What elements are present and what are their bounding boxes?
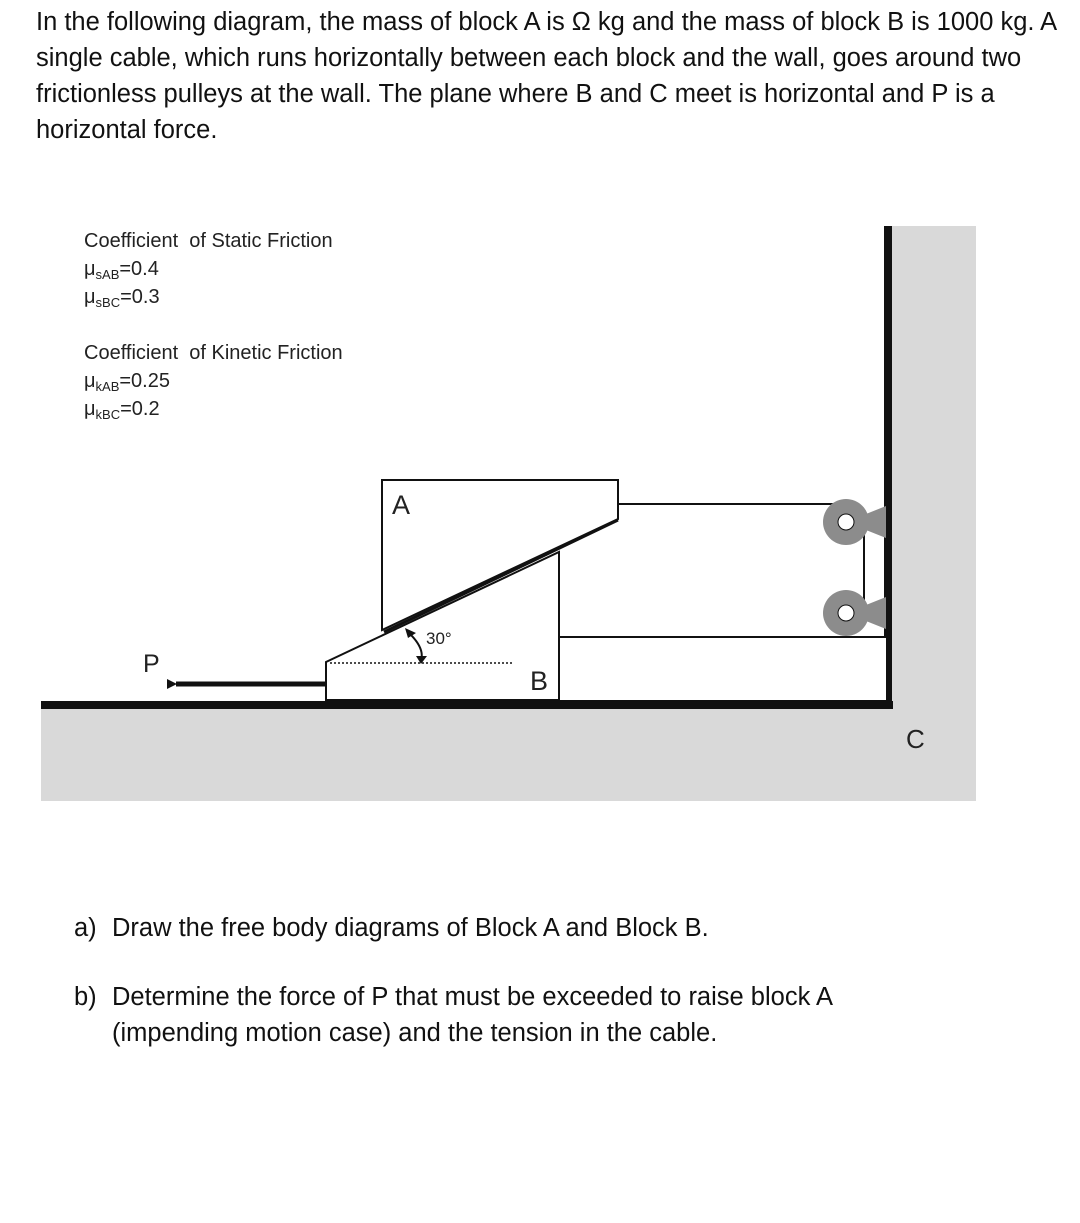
block-b-extension — [559, 637, 887, 701]
pulley-upper-axle — [838, 514, 854, 530]
pulley-lower — [823, 590, 886, 636]
pulley-lower-axle — [838, 605, 854, 621]
question-a — [74, 910, 952, 946]
question-b-marker: b) — [74, 983, 97, 1011]
question-b-text: Determine the force of P that must be exceeded to raise block A (impending motion case) and the tension in the cable. — [112, 983, 832, 1047]
problem-statement: In the following diagram, the mass of block A is Ω kg and the mass of block B is 1000 kg. A single cable, which runs horizontally between each block and the wall, goes around two frictionless pulleys at the wall. The plane where B and C meet is horizontal and P is a horizontal force. — [36, 8, 1056, 144]
kinetic-friction-heading: Coefficient of Kinetic Friction — [84, 342, 343, 364]
pulley-upper — [823, 499, 886, 545]
mu-s-bc: $\mu_{sBC}=0.3$ — [84, 286, 160, 310]
static-friction-heading: Coefficient of Static Friction — [84, 230, 333, 252]
mu-k-ab: $\mu_{kAB}=0.25$ — [84, 370, 170, 394]
question-a-marker: a) — [74, 914, 97, 942]
block-a-label: A — [392, 490, 411, 520]
force-p-label: P — [143, 650, 160, 678]
question-a-text: Draw the free body diagrams of Block A and Block B. — [112, 914, 709, 942]
question-b — [74, 979, 952, 1051]
ground-floor — [41, 706, 976, 801]
wall — [890, 226, 976, 706]
angle-label: 30° — [426, 629, 452, 648]
mu-s-ab: $\mu_{sAB}=0.4$ — [84, 258, 159, 282]
wall-c-label: C — [906, 724, 925, 754]
kinetic-friction-legend — [84, 342, 343, 422]
block-b-label: B — [530, 666, 549, 696]
static-friction-legend — [84, 230, 333, 310]
mu-k-bc: $\mu_{kBC}=0.2$ — [84, 398, 160, 422]
